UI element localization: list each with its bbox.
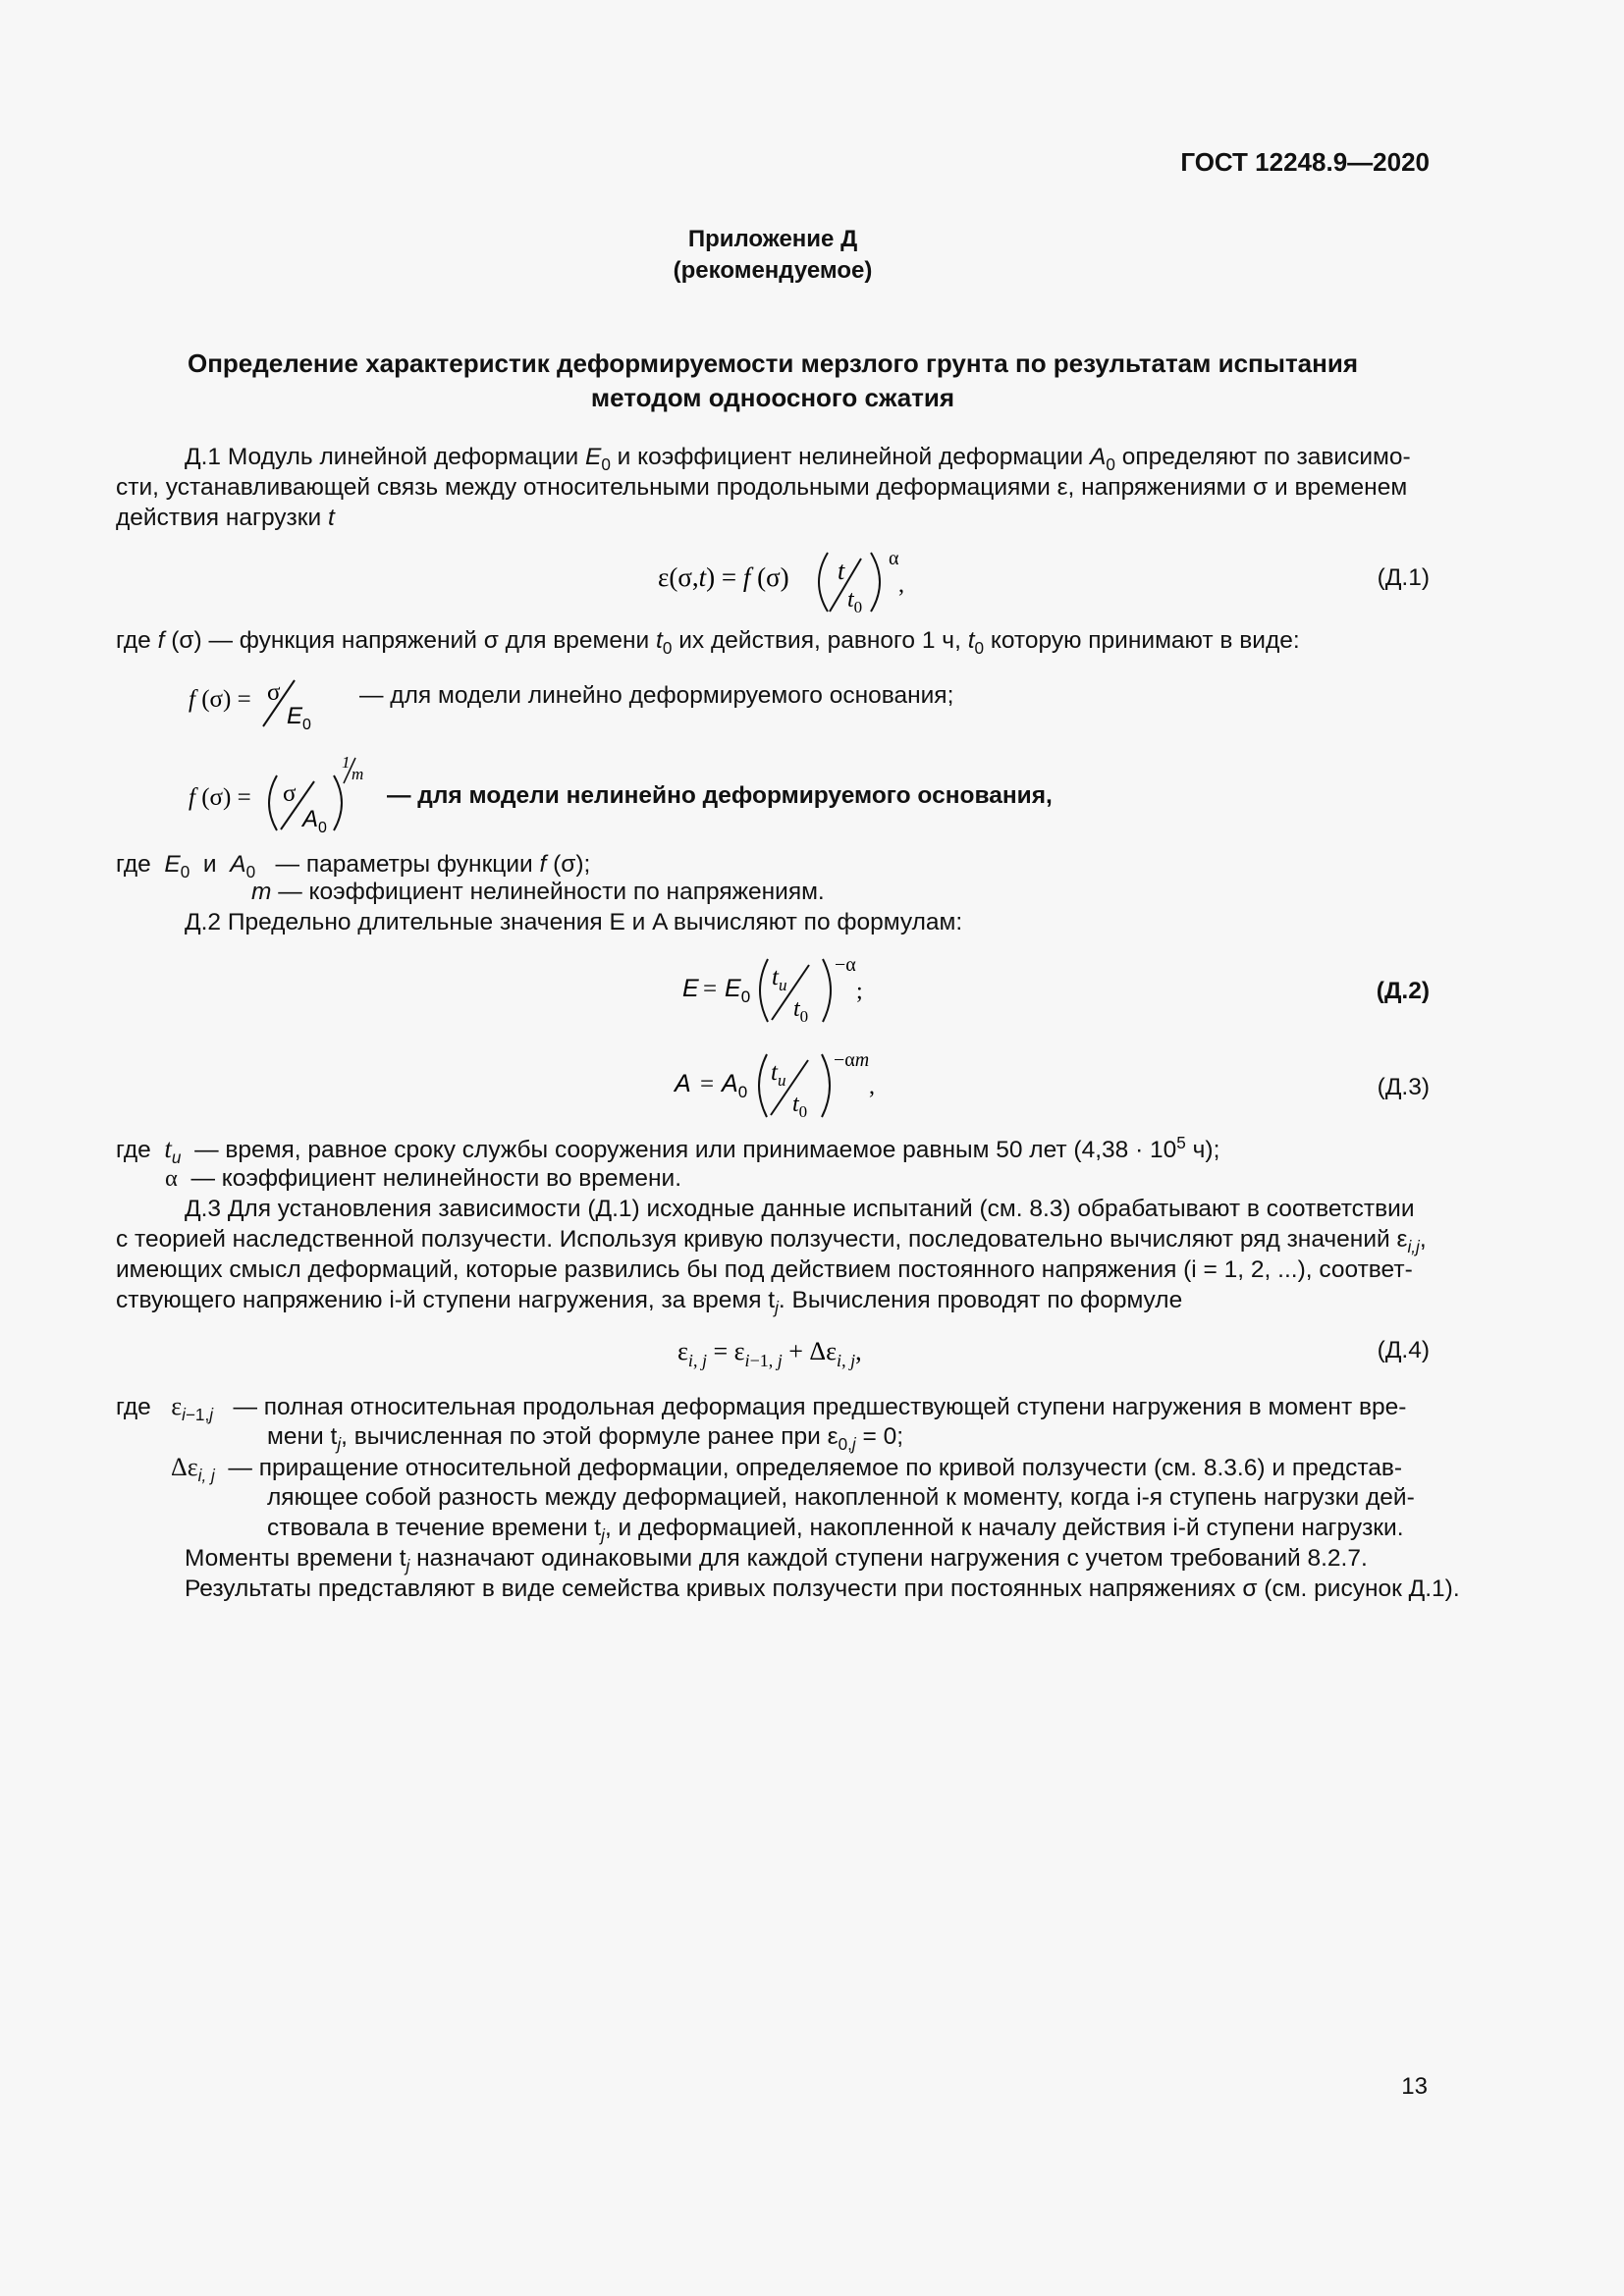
where3-line3: $\Delta\varepsilon_{i, j}$ — приращение относительной деформации, определяемое по кривой ползучести (см. 8.3.6) и представ- xyxy=(171,1453,1403,1485)
exp-one: 1 xyxy=(342,753,351,772)
comma: , xyxy=(869,1074,875,1099)
eq-sign: = xyxy=(700,1071,715,1097)
p1-line3: действия нагрузки t xyxy=(116,505,335,531)
d3-line2: с теорией наследственной ползучести. Используя кривую ползучести, последовательно вычисляют ряд значений $\varepsilon_{i,j}$, xyxy=(116,1226,1427,1256)
paren-left2 xyxy=(269,775,277,830)
appendix-subtitle: (рекомендуемое) xyxy=(673,257,873,284)
linear-model-desc: — для модели линейно деформируемого основания; xyxy=(359,682,954,709)
where3-line1: где $\varepsilon_{i-1,j}$ — полная относительная продольная деформация предшествующей ступени нагружения в момент вре- xyxy=(116,1392,1407,1424)
formula-nonlinear xyxy=(187,746,383,834)
appendix-title: Приложение Д xyxy=(687,226,858,252)
d2-intro: Д.2 Предельно длительные значения E и A вычисляют по формулам: xyxy=(185,909,963,935)
closing-line2: Результаты представляют в виде семейства кривых ползучести при постоянных напряжениях σ (см. рисунок Д.1). xyxy=(185,1575,1460,1602)
formula-d4 xyxy=(677,1330,923,1379)
eps-sigma-t: ε(σ,t) = f (σ) xyxy=(658,562,789,592)
f-sigma-eq2: f (σ) = xyxy=(189,784,251,811)
d4-expr: $\varepsilon_i$, $j = \varepsilon_i-1$, $j + \Delta\varepsilon_i$, j, xyxy=(677,1337,862,1370)
p1-line1: Д.1 Модуль линейной деформации $E_0$ и коэффициент нелинейной деформации $A_0$ определяют по зависимо- xyxy=(185,444,1411,474)
params-line2: m — коэффициент нелинейности по напряжениям. xyxy=(251,879,825,905)
neg-alpha-m: −αm xyxy=(834,1049,870,1071)
E0: $E_0$ xyxy=(725,975,751,1006)
where1-line: где f (σ) — функция напряжений σ для времени $t_0$ их действия, равного 1 ч, $t_0$ которую принимают в виде: xyxy=(116,627,1300,658)
eq-d4-number: (Д.4) xyxy=(1377,1337,1430,1363)
paren-l xyxy=(759,1054,767,1117)
formula-d3 xyxy=(673,1042,898,1121)
d3-line3: имеющих смысл деформаций, которые развились бы под действием постоянного напряжения (i = 1, 2, ...), соответ- xyxy=(116,1256,1413,1283)
standard-number: ГОСТ 12248.9—2020 xyxy=(1180,147,1430,177)
neg-alpha: −α xyxy=(835,954,856,976)
eq-d1-number: (Д.1) xyxy=(1377,564,1430,591)
paren-l xyxy=(760,959,768,1022)
where2-line2: α — коэффициент нелинейности во времени. xyxy=(165,1165,682,1192)
paren-right2 xyxy=(334,775,342,830)
d3-line1: Д.3 Для установления зависимости (Д.1) исходные данные испытаний (см. 8.3) обрабатывают в соответствии xyxy=(185,1196,1415,1222)
alpha-exp: α xyxy=(889,548,899,569)
eq-sign: = xyxy=(703,976,718,1002)
where2-line1: где $t_u$ — время, равное сроку службы сооружения или принимаемое равным 50 лет ($4,38 \cdot 10^5$ ч); xyxy=(116,1132,1220,1167)
formula-d3-svg xyxy=(673,1042,898,1121)
f-sigma-eq: f (σ) = xyxy=(189,686,251,713)
frac-t0: $t_0$ xyxy=(847,587,863,616)
page-number: 13 xyxy=(1401,2073,1428,2100)
p1-line2: сти, устанавливающей связь между относительными продольными деформациями ε, напряжениями σ и временем xyxy=(116,474,1408,501)
formula-d2-svg xyxy=(677,947,893,1026)
d3-line4: ствующего напряжению i-й ступени нагружения, за время $t_j$. Вычисления проводят по формуле xyxy=(116,1287,1183,1317)
semicolon: ; xyxy=(856,979,863,1004)
tu: $t_u$ xyxy=(771,1059,786,1090)
nonlinear-model-desc: — для модели нелинейно деформируемого основания, xyxy=(387,782,1053,809)
E0-den: $E_0$ xyxy=(287,703,311,731)
formula-nonlinear-svg xyxy=(187,746,383,834)
t0: $t_0$ xyxy=(793,996,809,1026)
paren-r xyxy=(823,959,831,1022)
formula-d4-svg xyxy=(677,1330,923,1379)
formula-d2 xyxy=(677,947,893,1026)
section-title-line1: Определение характеристик деформируемости мерзлого грунта по результатам испытания xyxy=(187,348,1358,378)
formula-d1-svg xyxy=(653,545,908,618)
A0-den: $A_0$ xyxy=(302,806,327,834)
comma: , xyxy=(898,572,904,598)
where3-line5: ствовала в течение времени $t_j$, и деформацией, накопленной к началу действия i-й ступени нагрузки. xyxy=(267,1515,1404,1545)
eq-d2-number: (Д.2) xyxy=(1376,978,1430,1004)
tu: $t_u$ xyxy=(772,964,787,994)
E-lhs: E xyxy=(682,975,699,1002)
where3-line2: мени $t_j$, вычисленная по этой формуле ранее при $\varepsilon_{0,j} = 0$; xyxy=(267,1423,904,1454)
A-lhs: A xyxy=(675,1070,691,1097)
formula-d1 xyxy=(653,545,908,618)
params-line1: где $E_0$ и $A_0$ — параметры функции f (σ); xyxy=(116,851,591,881)
closing-line1: Моменты времени $t_j$ назначают одинаковыми для каждой ступени нагружения с учетом требований 8.2.7. xyxy=(185,1545,1368,1575)
A0: $A_0$ xyxy=(722,1070,748,1101)
formula-linear-svg xyxy=(187,672,353,731)
paren-left xyxy=(819,553,828,612)
where3-line4: ляющее собой разность между деформацией, накопленной к моменту, когда i-я ступень нагрузки дей- xyxy=(267,1484,1415,1511)
paren-r xyxy=(822,1054,830,1117)
paren-right xyxy=(871,553,880,612)
frac-t: t xyxy=(838,557,845,585)
sigma-num2: σ xyxy=(283,780,297,807)
section-title-line2: методом одноосного сжатия xyxy=(590,383,955,412)
exp-m: m xyxy=(352,765,364,783)
t0: $t_0$ xyxy=(792,1092,808,1121)
sigma-num: σ xyxy=(267,679,281,706)
eq-d3-number: (Д.3) xyxy=(1377,1074,1430,1100)
formula-linear xyxy=(187,672,353,731)
